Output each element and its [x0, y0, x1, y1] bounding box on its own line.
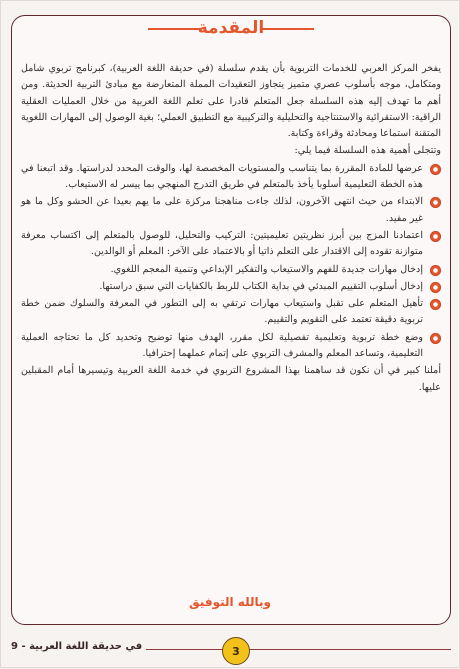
page-footer	[1, 635, 459, 669]
bullet-icon	[430, 197, 441, 208]
intro-paragraph: يفخر المركز العربي للخدمات التربوية بأن يقدم سلسلة (في حديقة اللغة العربية)، كبرنامج تربوي شامل ومتكامل، موجه بأسلوب عصري متميز يتجاوز التعقيدات المملة المتعارضة مع مبادئ التربية الحديثة. ومن أهم ما تهدف إليه هذه السلسلة جعل المتعلم قادرا على تعلم اللغة العربية من خلال العمليات العقلية الراقية: الاستقرائية والاستنتاجية والتحليلية والتركيبية مع التطبيق العملي؛ بغية الوصول إلى المهارات اللغوية المتقنة استماعا ومحادثة وقراءة وكتابة.	[21, 63, 441, 140]
list-item	[21, 296, 441, 329]
list-item-text: تأهيل المتعلم على تقبل واستيعاب مهارات ترتقي به إلى التطور في المعرفة والسلوك ضمن خطة تربوية دقيقة تعتمد على التقويم والتقييم.	[21, 298, 423, 326]
list-item	[21, 262, 441, 278]
list-item	[21, 279, 441, 295]
list-item-text: إدخال مهارات جديدة للفهم والاستيعاب والتفكير الإبداعي وتنمية المعجم اللغوي.	[110, 263, 423, 275]
list-item-text: اعتمادنا المزج بين أبرز نظريتين تعليميتين: التركيب والتحليل، للوصول بالمتعلم إلى اكتساب معرفة متوازنة تقوده إلى الاقتدار على التعلم ذاتيا أو بالاعتماد على الآخر: المعلم أو الوالدين.	[21, 229, 423, 258]
list-item	[21, 161, 441, 194]
body-text	[21, 61, 441, 397]
list-item	[21, 228, 441, 261]
closing-phrase: وبالله التوفيق	[189, 595, 271, 609]
list-item-text: وضع خطة تربوية وتعليمية تفصيلية لكل مقرر، الهدف منها توضيح وتحديد كل ما تحتاجه العملية التعليمية، وتساعد المعلم والمشرف التربوي على إتمام عملهما إحترافيا.	[21, 331, 423, 360]
lead-paragraph: وتتجلى أهمية هذه السلسلة فيما يلي:	[294, 145, 441, 157]
list-item-text: إدخال أسلوب التقييم المبدئي في بداية الكتاب للربط بالكفايات التي سبق دراستها.	[99, 280, 423, 292]
bullet-icon	[430, 164, 441, 175]
bullet-icon	[430, 333, 441, 344]
page-title: المقدمة	[197, 18, 265, 38]
page-number-badge: 3	[222, 637, 250, 665]
list-item-text: عرضها للمادة المقررة بما يتناسب والمستويات المخصصة لها، والوقت المحدد لدراستها. وقد اتبعنا في هذه الخطة التعليمية أسلوبا يأخذ بالمتعلم في طريق التدرج المنهجي بما ييسر له الاستيعاب.	[21, 162, 423, 191]
list-item	[21, 194, 441, 227]
bullet-icon	[430, 265, 441, 276]
bullet-icon	[430, 282, 441, 293]
hope-paragraph: أملنا كبير في أن نكون قد ساهمنا بهذا المشروع التربوي في خدمة اللغة العربية وتيسيرها أمام المقبلين عليها.	[21, 365, 441, 393]
bullet-icon	[430, 299, 441, 310]
list-item-text: الابتداء من حيث انتهى الآخرون، لذلك جاءت مناهجنا مركزة على ما يهم بعيدا عن الحشو وكل ما هو غير مفيد.	[21, 196, 423, 224]
bullet-icon	[430, 231, 441, 242]
list-item	[21, 330, 441, 363]
book-title: في حديقة اللغة العربية - 9	[7, 641, 146, 652]
